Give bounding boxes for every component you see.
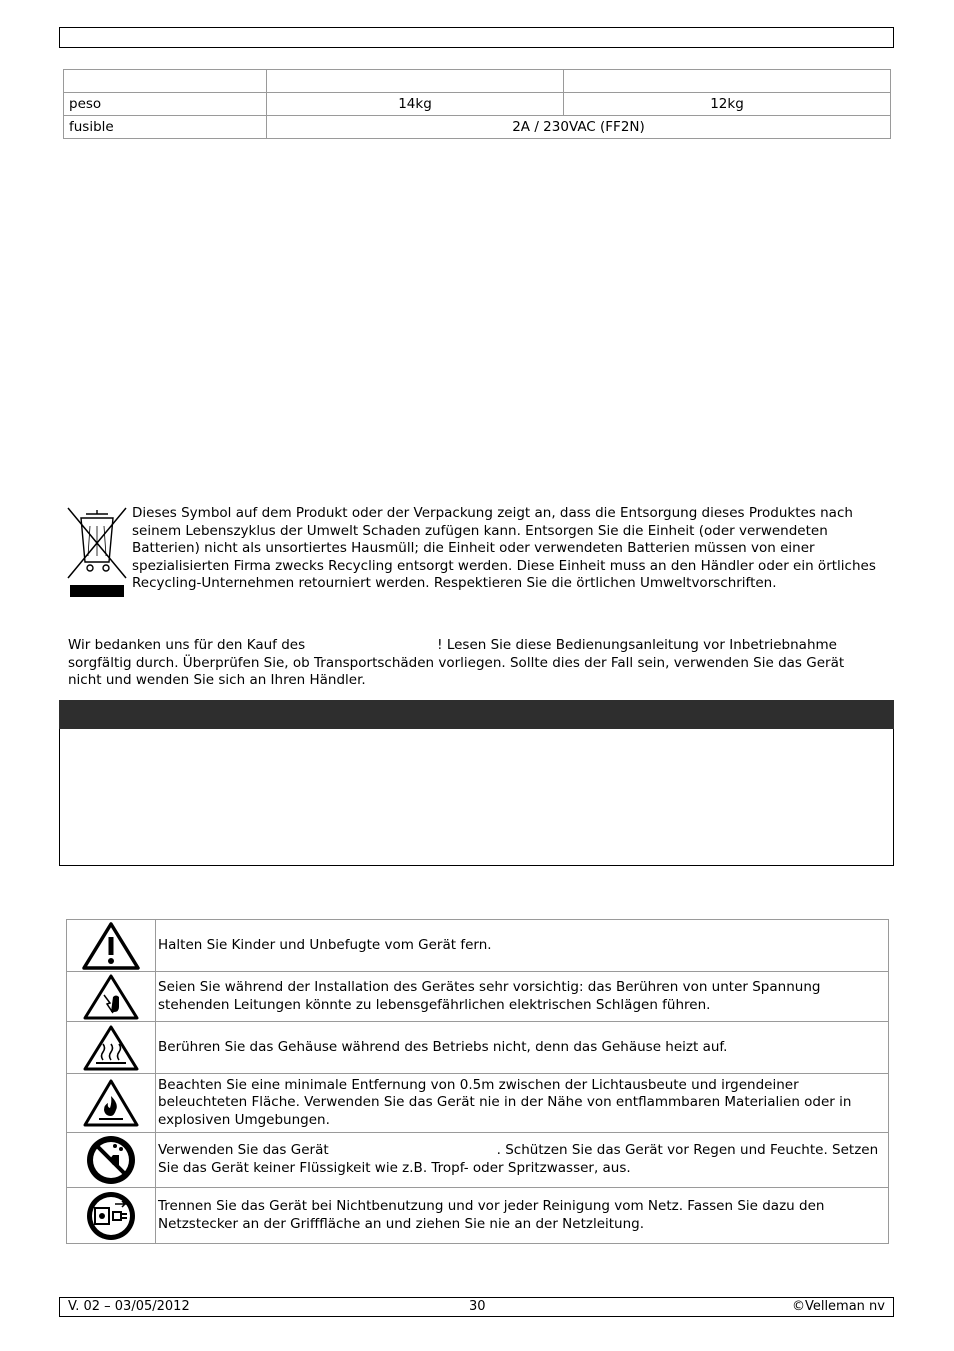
safety-table — [66, 919, 889, 1244]
intro-text-part2: ! Lesen Sie diese Bedienungsanleitung vor Inbetriebnahme sorgfältig durch. Überprüfen Sie, ob Transportschäden vorliegen. Sollte dies der Fall sein, verwenden Sie das Gerät nicht und wenden Sie sich an Ihren Händler. — [68, 637, 845, 689]
hot-surface-icon — [67, 1022, 156, 1074]
safety-text: Seien Sie während der Installation des Gerätes sehr vorsichtig: das Berühren von unter Spannung stehenden Leitungen könnte zu lebensgefährlichen elektrischen Schlägen führen. — [156, 972, 889, 1022]
table-cell — [267, 70, 564, 93]
safety-text: Beachten Sie eine minimale Entfernung von 0.5m zwischen der Lichtausbeute und irgendeiner beleuchteten Fläche. Verwenden Sie das Gerät nie in der Nähe von entflammbaren Materialien oder in explosiven Umgebungen. — [156, 1074, 889, 1133]
footer-copyright: ©Velleman nv — [791, 1299, 885, 1314]
safety-text: Berühren Sie das Gehäuse während des Betriebs nicht, denn das Gehäuse heizt auf. — [156, 1022, 889, 1074]
electric-shock-icon — [67, 972, 156, 1022]
table-row — [67, 1133, 889, 1188]
section-content-box — [59, 729, 894, 866]
table-row — [64, 116, 891, 139]
table-row — [67, 1188, 889, 1244]
safety-text: Trennen Sie das Gerät bei Nichtbenutzung und vor jeder Reinigung vom Netz. Fassen Sie dazu den Netzstecker an der Grifffläche an und ziehen Sie nie an der Netzleitung. — [156, 1188, 889, 1244]
weee-text: Dieses Symbol auf dem Produkt oder der Verpackung zeigt an, dass die Entsorgung dieses Produktes nach seinem Lebenszyklus der Umwelt Schaden zufügen kann. Entsorgen Sie die Einheit (oder verwendeten Batterien) nicht als unsortiertes Hausmüll; die Einheit oder verwendeten Batterien müssen von einer spezialisierten Firma zwecks Recycling entsorgt werden. Diese Einheit muss an den Händler oder ein örtliches Recycling-Unternehmen retourniert werden. Respektieren Sie die örtlichen Umweltvorschriften. — [132, 505, 876, 592]
spec-label: peso — [64, 93, 267, 116]
table-row — [67, 972, 889, 1022]
table-cell — [64, 70, 267, 93]
table-row — [67, 1074, 889, 1133]
no-water-icon — [67, 1133, 156, 1188]
weee-crossed-bin-icon — [66, 506, 128, 600]
unplug-icon — [67, 1188, 156, 1244]
spec-value: 14kg — [267, 93, 564, 116]
spec-value: 2A / 230VAC (FF2N) — [267, 116, 891, 139]
safety-text-a: Verwenden Sie das Gerät — [158, 1142, 329, 1159]
table-cell — [564, 70, 891, 93]
table-row — [67, 1022, 889, 1074]
page-footer — [59, 1297, 894, 1317]
safety-text-b: . Schützen Sie das Gerät vor Regen und Feuchte. Setzen Sie das Gerät keiner Flüssigkeit wie z.B. Tropf- oder Spritzwasser, aus. — [158, 1142, 879, 1176]
table-row — [64, 70, 891, 93]
warning-icon — [67, 920, 156, 972]
safety-text — [156, 1133, 889, 1188]
footer-version: V. 02 – 03/05/2012 — [68, 1299, 190, 1314]
spec-table — [63, 69, 891, 139]
table-row — [64, 93, 891, 116]
flammable-icon — [67, 1074, 156, 1133]
page-header-box — [59, 27, 894, 48]
table-row — [67, 920, 889, 972]
section-header-bar — [59, 700, 894, 729]
footer-page-number: 30 — [469, 1299, 486, 1314]
intro-text — [68, 637, 858, 690]
spec-value: 12kg — [564, 93, 891, 116]
intro-text-part1: Wir bedanken uns für den Kauf des — [68, 637, 306, 653]
spec-label: fusible — [64, 116, 267, 139]
safety-text: Halten Sie Kinder und Unbefugte vom Gerät fern. — [156, 920, 889, 972]
